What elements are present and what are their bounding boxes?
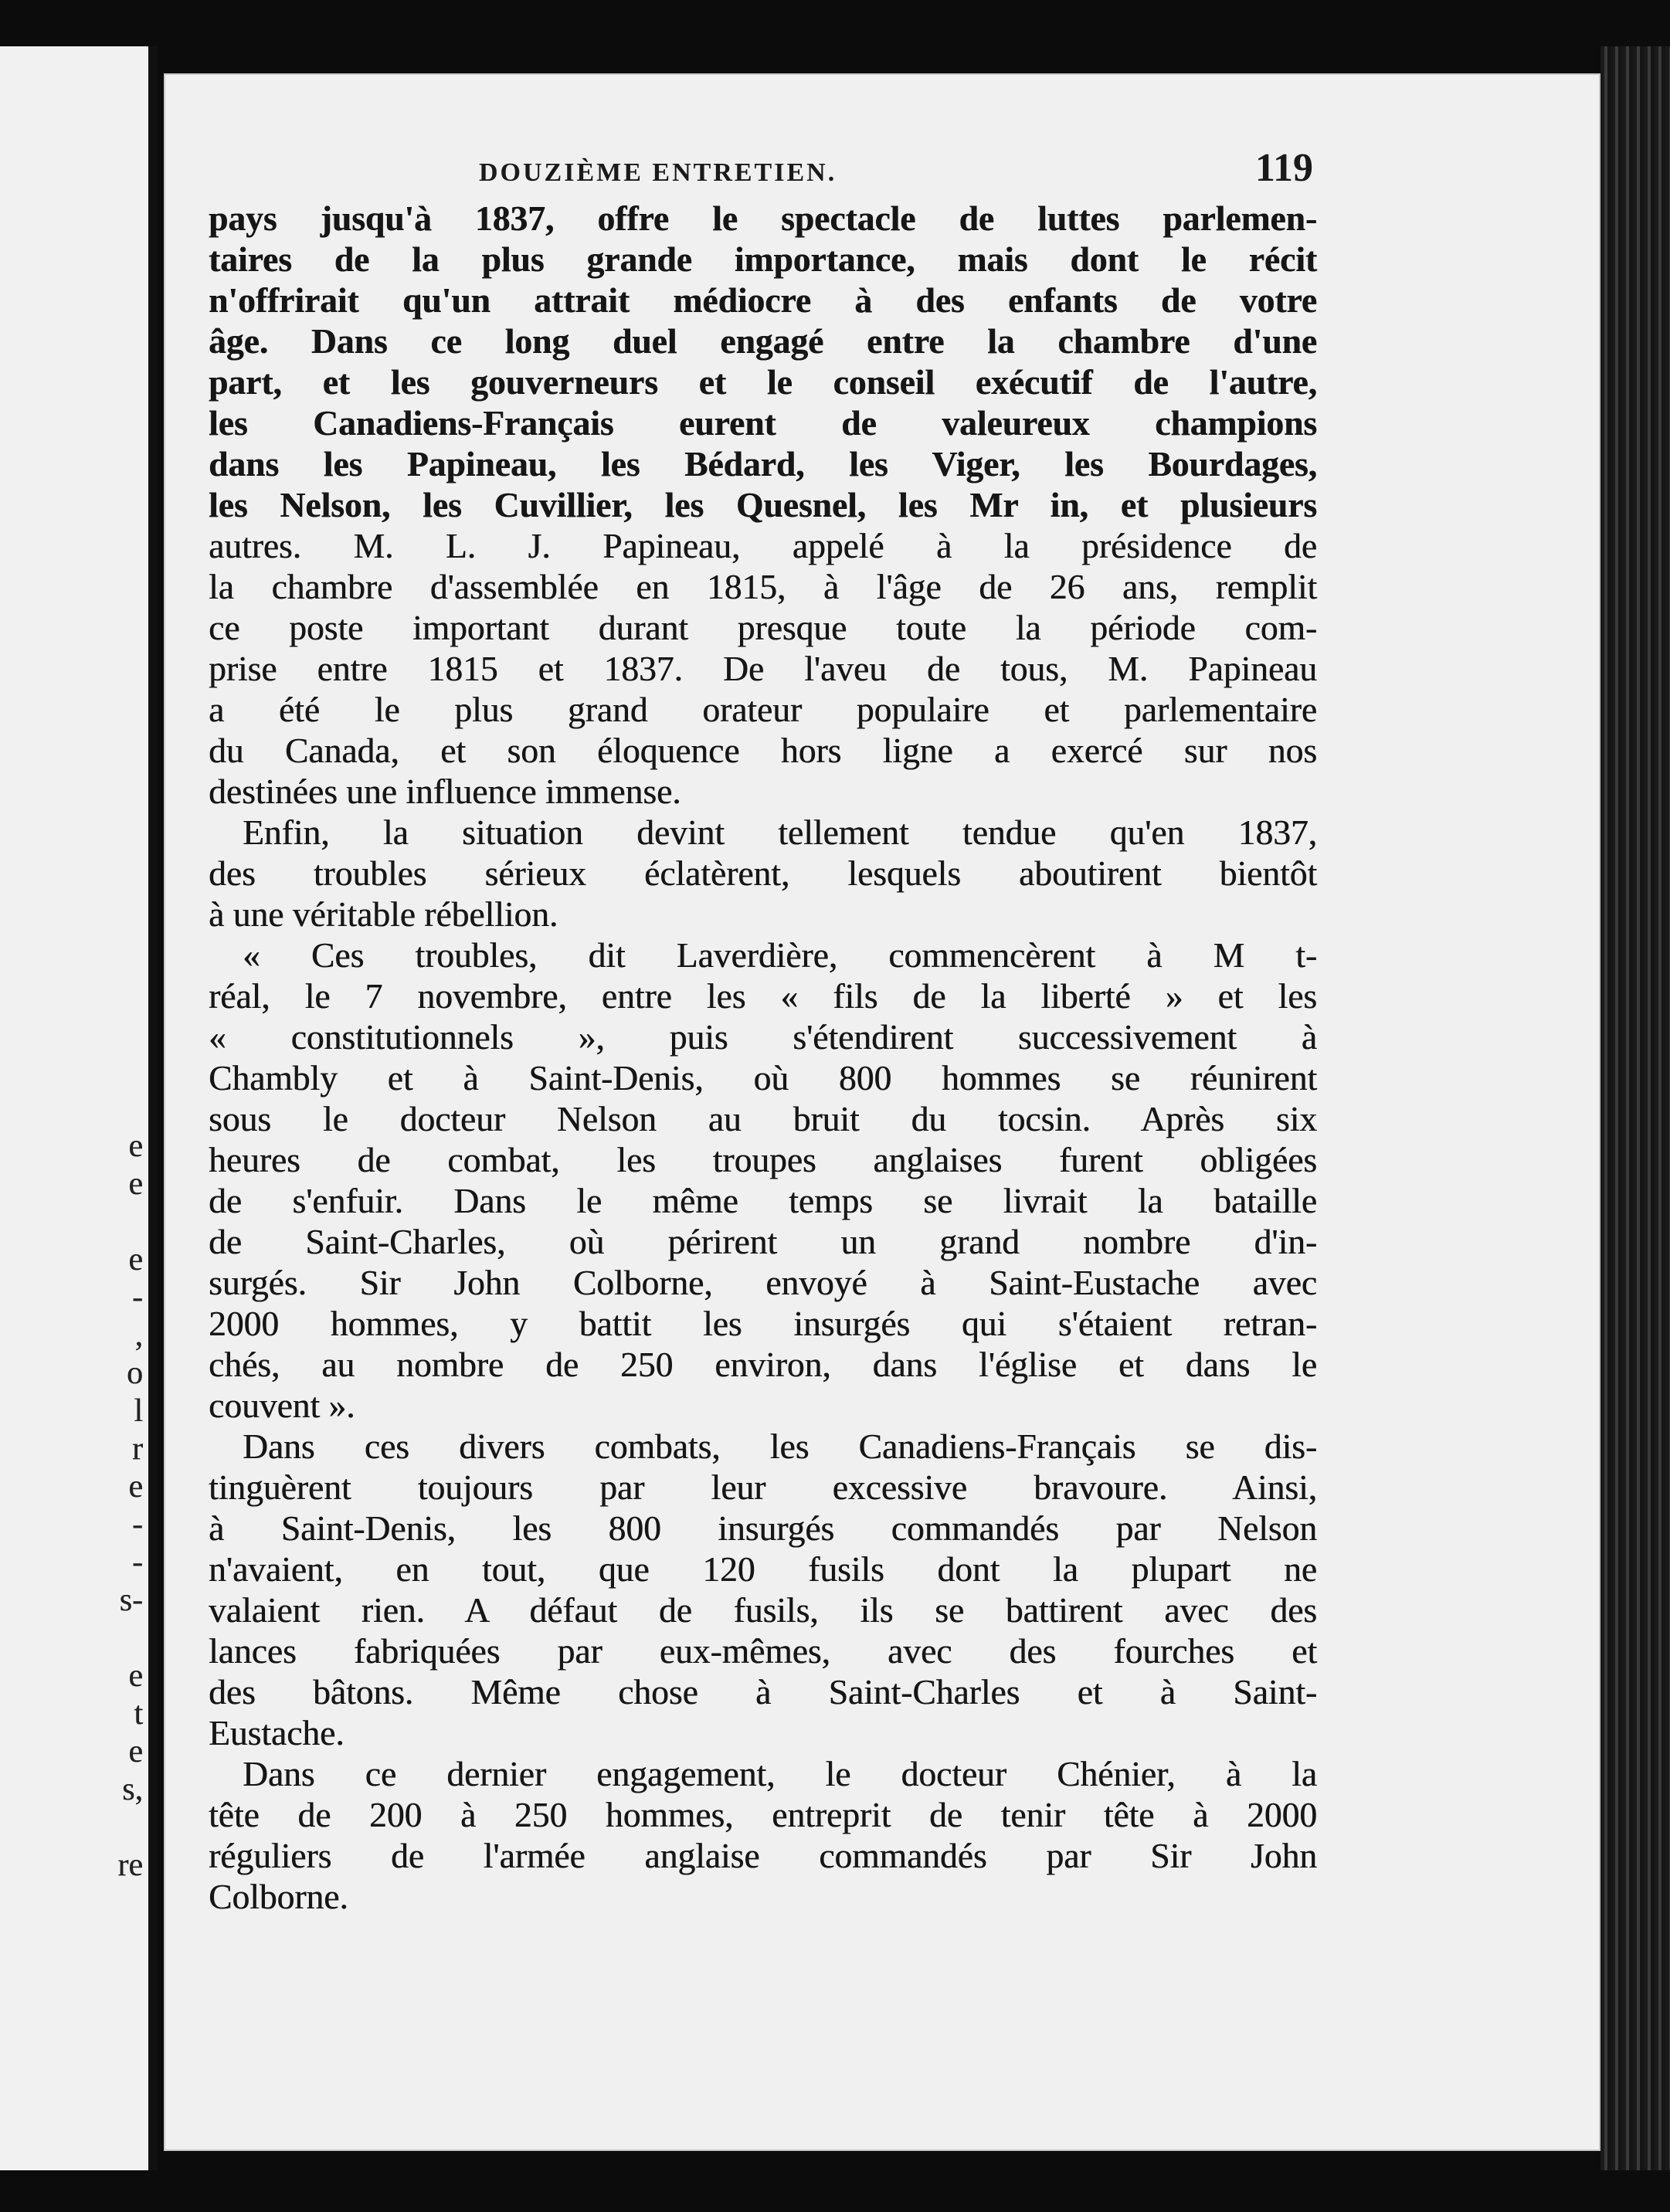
- text-line: ce poste important durant presque toute la période com-: [209, 608, 1317, 647]
- text-line: de Saint-Charles, où périrent un grand nombre d'in-: [209, 1222, 1317, 1261]
- text-line: les Nelson, les Cuvillier, les Quesnel, les Mr in, et plusieurs: [209, 485, 1317, 524]
- fragment: s-: [119, 1583, 143, 1618]
- text-line: âge. Dans ce long duel engagé entre la chambre d'une: [209, 321, 1317, 361]
- fragment: e: [128, 1469, 143, 1505]
- text-line: du Canada, et son éloquence hors ligne a exercé sur nos: [209, 731, 1317, 770]
- text-line: a été le plus grand orateur populaire et parlementaire: [209, 690, 1317, 729]
- fragment: e: [128, 1128, 143, 1164]
- text-line: lances fabriquées par eux-mêmes, avec des fourches et: [209, 1631, 1317, 1671]
- text-line: tinguèrent toujours par leur excessive bravoure. Ainsi,: [209, 1467, 1317, 1507]
- scan-blot: [0, 0, 22, 31]
- text-line: chés, au nombre de 250 environ, dans l'église et dans le: [209, 1345, 1317, 1384]
- running-head: [479, 145, 1313, 191]
- text-line: dans les Papineau, les Bédard, les Viger, les Bourdages,: [209, 444, 1317, 483]
- text-line: « constitutionnels », puis s'étendirent successivement à: [209, 1017, 1317, 1057]
- text-line: Dans ce dernier engagement, le docteur Chénier, à la: [243, 1754, 1317, 1793]
- text-line: surgés. Sir John Colborne, envoyé à Saint-Eustache avec: [209, 1263, 1317, 1302]
- text-line: prise entre 1815 et 1837. De l'aveu de tous, M. Papineau: [209, 649, 1317, 688]
- text-line: n'offrirait qu'un attrait médiocre à des enfants de votre: [209, 280, 1317, 320]
- text-line: à Saint-Denis, les 800 insurgés commandés par Nelson: [209, 1508, 1317, 1548]
- text-line: autres. M. L. J. Papineau, appelé à la présidence de: [209, 526, 1317, 565]
- text-line: Chambly et à Saint-Denis, où 800 hommes se réunirent: [209, 1058, 1317, 1098]
- body-text: [209, 198, 1317, 1917]
- fragment: o: [127, 1355, 143, 1391]
- page-number: 119: [1254, 146, 1313, 190]
- fragment: t: [134, 1696, 143, 1732]
- fragment: e: [128, 1242, 143, 1277]
- text-line: part, et les gouverneurs et le conseil exécutif de l'autre,: [209, 362, 1317, 402]
- fragment: s,: [122, 1772, 143, 1807]
- text-line: la chambre d'assemblée en 1815, à l'âge de 26 ans, remplit: [209, 567, 1317, 606]
- text-line: Colborne.: [209, 1877, 348, 1916]
- text-line: tête de 200 à 250 hommes, entreprit de tenir tête à 2000: [209, 1795, 1317, 1834]
- fragment: -: [132, 1280, 143, 1315]
- facing-page-text-fragments: [117, 1128, 143, 1885]
- fragment: ,: [134, 1318, 143, 1353]
- fragment: -: [132, 1507, 143, 1542]
- text-line: des bâtons. Même chose à Saint-Charles et à Saint-: [209, 1672, 1317, 1712]
- fragment: re: [117, 1847, 143, 1883]
- fragment: e: [128, 1658, 143, 1694]
- facing-page-edge: [0, 46, 151, 2170]
- text-line: n'avaient, en tout, que 120 fusils dont la plupart ne: [209, 1549, 1317, 1589]
- text-line: à une véritable rébellion.: [209, 894, 558, 934]
- book-gutter: [148, 46, 158, 2170]
- text-line: de s'enfuir. Dans le même temps se livrait la bataille: [209, 1181, 1317, 1220]
- text-line: Enfin, la situation devint tellement tendue qu'en 1837,: [243, 813, 1317, 852]
- text-line: pays jusqu'à 1837, offre le spectacle de luttes parlemen-: [209, 198, 1317, 238]
- text-line: les Canadiens-Français eurent de valeureux champions: [209, 403, 1317, 443]
- text-line: réguliers de l'armée anglaise commandés par Sir John: [209, 1836, 1317, 1875]
- page-stack-edge: [1600, 46, 1670, 2170]
- text-line: valaient rien. A défaut de fusils, ils se battirent avec des: [209, 1590, 1317, 1630]
- fragment: e: [128, 1734, 143, 1769]
- text-line: taires de la plus grande importance, mais dont le récit: [209, 239, 1317, 279]
- text-line: 2000 hommes, y battit les insurgés qui s'étaient retran-: [209, 1304, 1317, 1343]
- text-line: « Ces troubles, dit Laverdière, commencèrent à M t-: [243, 935, 1317, 975]
- text-line: Eustache.: [209, 1713, 345, 1752]
- text-line: Dans ces divers combats, les Canadiens-Français se dis-: [243, 1427, 1317, 1466]
- fragment: r: [132, 1431, 143, 1467]
- chapter-heading: DOUZIÈME ENTRETIEN.: [479, 158, 837, 187]
- fragment: l: [134, 1393, 143, 1429]
- text-line: destinées une influence immense.: [209, 772, 681, 811]
- text-line: couvent ».: [209, 1386, 355, 1425]
- text-line: heures de combat, les troupes anglaises furent obligées: [209, 1140, 1317, 1179]
- fragment: -: [132, 1545, 143, 1580]
- fragment: e: [128, 1166, 143, 1202]
- text-line: sous le docteur Nelson au bruit du tocsin. Après six: [209, 1099, 1317, 1138]
- text-line: des troubles sérieux éclatèrent, lesquels aboutirent bientôt: [209, 853, 1317, 893]
- text-line: réal, le 7 novembre, entre les « fils de la liberté » et les: [209, 976, 1317, 1016]
